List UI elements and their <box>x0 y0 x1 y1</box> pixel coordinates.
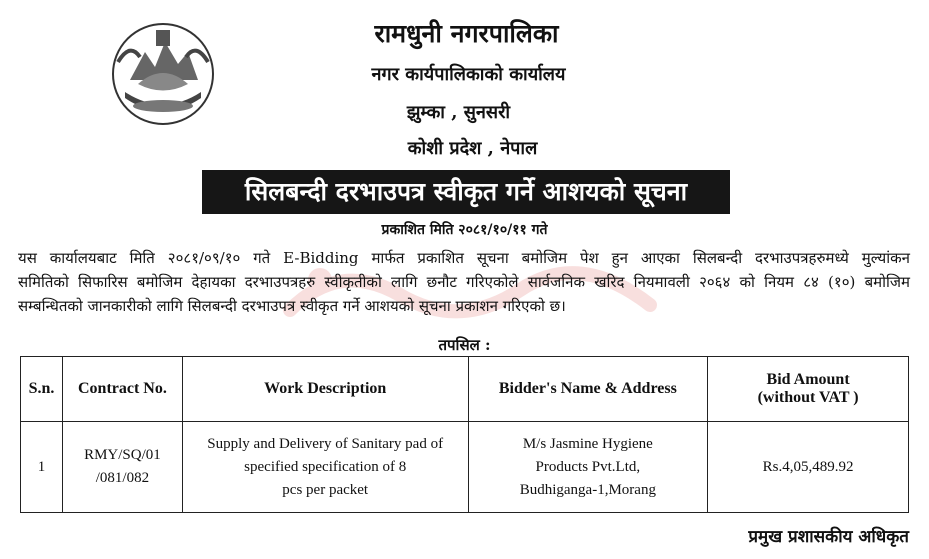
cell-work-description <box>182 422 468 513</box>
cell-bid-amount: Rs.4,05,489.92 <box>708 422 909 513</box>
header-bid-amount-line: Bid Amount <box>766 371 850 388</box>
work-description-line: pcs per packet <box>282 481 369 498</box>
work-description-line: Supply and Delivery of Sanitary pad of <box>207 435 444 452</box>
header-sn: S.n. <box>21 357 63 422</box>
table-row <box>21 422 909 513</box>
contract-no-line: /081/082 <box>95 470 150 486</box>
municipality-name: रामधुनी नगरपालिका <box>374 19 559 48</box>
header-bid-amount-line: (without VAT ) <box>757 389 859 406</box>
details-label: तपसिल : <box>438 336 491 354</box>
bidder-line: M/s Jasmine Hygiene <box>522 435 653 452</box>
office-province: कोशी प्रदेश , नेपाल <box>407 138 538 159</box>
bidder-line: Products Pvt.Ltd, <box>535 458 641 475</box>
cell-bidder <box>468 422 708 513</box>
notice-title: सिलबन्दी दरभाउपत्र स्वीकृत गर्ने आशयको सूचना <box>202 170 730 214</box>
cell-sn: 1 <box>21 422 63 513</box>
contract-no-line: RMY/SQ/01 <box>84 447 161 463</box>
header-contract-no: Contract No. <box>62 357 182 422</box>
notice-body-line: यस कार्यालयबाट मिति २०८१/०९/१० गते E-Bidding मार्फत प्रकाशित सूचना बमोजिम पेश हुन आएका सिलबन्दी दरभाउपत्रहरुमध्ये मुल्यांकन <box>18 249 910 267</box>
header-bidder: Bidder's Name & Address <box>468 357 708 422</box>
office-location: झुम्का , सुनसरी <box>406 102 511 123</box>
header-work-description: Work Description <box>182 357 468 422</box>
published-date: प्रकाशित मिति २०८१/१०/११ गते <box>381 222 548 238</box>
notice-body <box>18 246 910 318</box>
notice-body-line: समितिको सिफारिस बमोजिम देहायका दरभाउपत्रहरु स्वीकृतीको लागि छनौट गरिएकोले सार्वजनिक खरिद नियमावली २०६४ को नियम ८४ (१०) बमोजिम <box>18 273 910 291</box>
bid-table <box>20 356 909 513</box>
table-header-row <box>21 357 909 422</box>
header-bid-amount <box>708 357 909 422</box>
notice-body-line: सम्बन्धितको जानकारीको लागि सिलबन्दी दरभाउपत्र स्वीकृत गर्ने आशयको सूचना प्रकाशन गरिएको छ। <box>18 297 566 315</box>
signature-title: प्रमुख प्रशासकीय अधिकृत <box>748 527 909 547</box>
office-name: नगर कार्यपालिकाको कार्यालय <box>371 64 566 85</box>
bidder-line: Budhiganga-1,Morang <box>519 481 656 498</box>
work-description-line: specified specification of 8 <box>244 458 407 475</box>
cell-contract-no <box>62 422 182 513</box>
